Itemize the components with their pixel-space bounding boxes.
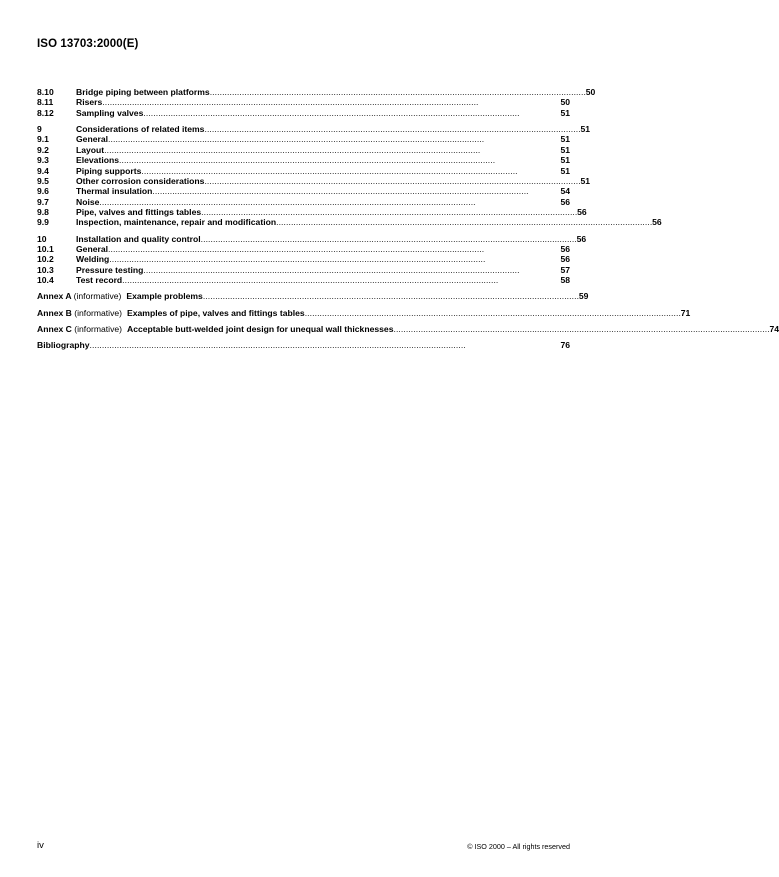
toc-entry-page: 50	[560, 97, 570, 108]
toc-entry-title: Pressure testing	[76, 264, 144, 275]
annex-label	[37, 291, 126, 301]
toc-entry-number: 9.4	[37, 165, 49, 176]
toc-entry-page: 58	[560, 275, 570, 286]
annex-letter: Annex A	[37, 291, 72, 302]
toc-entry-number: 8.10	[37, 87, 54, 97]
annex-type: (informative)	[74, 307, 123, 318]
toc-entry[interactable]	[37, 233, 587, 244]
toc-entry-page: 51	[560, 165, 570, 176]
toc-leader-dots	[119, 155, 559, 165]
toc-entry[interactable]	[37, 265, 570, 275]
toc-entry-title: Layout	[76, 144, 105, 155]
toc-leader-dots	[102, 97, 559, 107]
toc-entry-number: 10.4	[37, 275, 54, 286]
toc-entry-number: 9.1	[37, 134, 49, 145]
toc-leader-dots	[122, 275, 559, 285]
toc-entry-number: 9.5	[37, 175, 49, 186]
toc-entry-number: 10.1	[37, 244, 54, 255]
toc-entry-page: 50	[585, 87, 596, 97]
toc-entry[interactable]	[37, 175, 591, 186]
toc-entry-page: 51	[560, 144, 570, 155]
toc-entry-number: 8.11	[37, 97, 54, 108]
toc-entry[interactable]	[37, 145, 570, 155]
toc-entry-page: 51	[560, 107, 570, 118]
toc-entry-page: 51	[560, 155, 570, 166]
toc-bibliography-entry[interactable]	[37, 340, 570, 350]
toc-entry-title: Bibliography	[37, 339, 90, 350]
annex-label	[37, 308, 127, 318]
toc-entry[interactable]	[37, 197, 570, 207]
toc-entry-page: 59	[578, 291, 589, 302]
toc-entry-title: Elevations	[76, 155, 119, 166]
toc-leader-dots	[276, 217, 651, 227]
toc-entry[interactable]	[37, 217, 662, 228]
toc-annex-entry[interactable]	[37, 307, 691, 318]
annex-label	[37, 324, 127, 334]
toc-entry-page: 56	[560, 196, 570, 207]
toc-entry[interactable]	[37, 123, 591, 134]
toc-entry[interactable]	[37, 207, 587, 218]
toc-entry-number: 10	[37, 233, 47, 244]
toc-entry-title: Sampling valves	[76, 107, 144, 118]
toc-entry-number: 10.2	[37, 254, 54, 265]
toc-annex-entry[interactable]	[37, 291, 589, 302]
toc-leader-dots	[99, 197, 559, 207]
toc-entry-title: Example problems	[126, 291, 203, 302]
toc-entry-page: 51	[560, 134, 570, 145]
toc-entry[interactable]	[37, 186, 570, 196]
page-number: iv	[37, 840, 44, 851]
toc-entry-title: Pipe, valves and fittings tables	[76, 207, 202, 218]
toc-entry[interactable]	[37, 87, 596, 97]
toc-leader-dots	[201, 234, 576, 244]
toc-leader-dots	[90, 340, 560, 350]
toc-leader-dots	[152, 186, 559, 196]
copyright-notice: © ISO 2000 – All rights reserved	[467, 842, 570, 851]
toc-entry-number: 9.6	[37, 186, 49, 197]
toc-entry-title: Bridge piping between platforms	[76, 87, 210, 97]
annex-letter: Annex C	[37, 323, 72, 334]
annex-type: (informative)	[74, 323, 123, 334]
annex-type: (informative)	[73, 291, 122, 302]
toc-entry-title: Test record	[76, 275, 123, 286]
toc-entry-page: 56	[652, 217, 662, 228]
toc-leader-dots	[204, 176, 579, 186]
toc-leader-dots	[201, 207, 576, 217]
toc-entry-title: Considerations of related items	[76, 123, 205, 134]
toc-entry-title: Acceptable butt-welded joint design for unequal wall thicknesses	[127, 323, 394, 334]
toc-entry-number: 9.3	[37, 155, 49, 166]
toc-leader-dots	[108, 134, 559, 144]
toc-entry-number: 10.3	[37, 264, 54, 275]
toc-entry-title: Welding	[76, 254, 110, 265]
toc-leader-dots	[108, 244, 559, 254]
toc-entry-title: Noise	[76, 196, 100, 207]
toc-entry-page: 51	[580, 175, 591, 186]
toc-entry-title: Thermal insulation	[76, 186, 153, 197]
toc-leader-dots	[104, 145, 559, 155]
toc-entry-number: 8.12	[37, 107, 54, 118]
document-header: ISO 13703:2000(E)	[37, 38, 139, 50]
toc-entry-number: 9.9	[37, 217, 49, 228]
toc-entry-page: 76	[560, 339, 570, 350]
toc-entry-page: 74	[769, 323, 779, 334]
toc-entry[interactable]	[37, 155, 570, 165]
toc-entry[interactable]	[37, 108, 570, 118]
toc-entry-number: 9.2	[37, 144, 49, 155]
table-of-contents	[37, 87, 779, 350]
toc-entry-page: 71	[680, 307, 691, 318]
toc-entry-page: 51	[580, 123, 591, 134]
toc-leader-dots	[143, 108, 559, 118]
toc-entry[interactable]	[37, 134, 570, 144]
toc-entry-page: 56	[576, 233, 587, 244]
toc-entry-title: Inspection, maintenance, repair and modification	[76, 217, 277, 228]
toc-leader-dots	[141, 166, 559, 176]
toc-entry-title: Risers	[76, 97, 103, 108]
toc-entry-page: 56	[577, 207, 587, 218]
toc-entry-title: Installation and quality control	[76, 233, 201, 244]
toc-entry-title: Piping supports	[76, 165, 142, 176]
toc-entry[interactable]	[37, 254, 570, 264]
annex-letter: Annex B	[37, 307, 72, 318]
toc-leader-dots	[204, 124, 579, 134]
toc-entry-title: General	[76, 134, 109, 145]
toc-entry[interactable]	[37, 97, 570, 107]
toc-entry-page: 56	[560, 244, 570, 255]
toc-entry[interactable]	[37, 244, 570, 254]
toc-annex-entry[interactable]	[37, 323, 779, 334]
toc-entry-title: Other corrosion considerations	[76, 175, 205, 186]
toc-entry-number: 9.8	[37, 207, 49, 218]
toc-leader-dots	[305, 308, 680, 318]
toc-entry-page: 56	[560, 254, 570, 265]
toc-leader-dots	[109, 254, 559, 264]
toc-leader-dots	[203, 291, 578, 301]
toc-entry[interactable]	[37, 166, 570, 176]
toc-entry-number: 9	[37, 123, 42, 134]
toc-leader-dots	[210, 87, 585, 97]
toc-entry-page: 57	[560, 264, 570, 275]
toc-entry-page: 54	[560, 186, 570, 197]
toc-leader-dots	[393, 324, 768, 334]
toc-entry-title: General	[76, 244, 109, 255]
toc-leader-dots	[143, 265, 559, 275]
toc-entry-title: Examples of pipe, valves and fittings tables	[127, 307, 305, 318]
toc-entry-number: 9.7	[37, 196, 49, 207]
toc-entry[interactable]	[37, 275, 570, 285]
